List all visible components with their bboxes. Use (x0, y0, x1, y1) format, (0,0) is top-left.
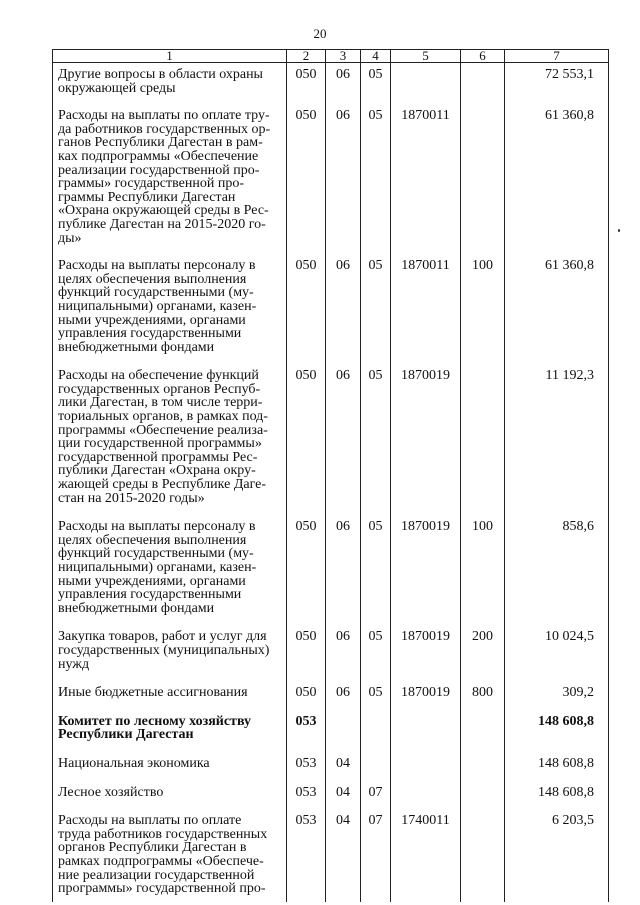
code-cell-c6 (461, 251, 505, 360)
cell-value: 800 (472, 685, 493, 701)
description-line: Республики Дагестан (58, 727, 194, 743)
cell-value (465, 360, 500, 375)
cell-value: 07 (368, 784, 383, 800)
cell-value: 1870011 (401, 258, 450, 274)
code-cell-c5 (391, 706, 461, 748)
cell-value: 06 (336, 629, 350, 645)
description-line: Национальная экономика (58, 755, 210, 771)
description-line: публике Дагестан на 2015-2020 го- (58, 216, 266, 232)
table-row (53, 511, 609, 621)
cell-value (395, 706, 456, 721)
code-cell-c6 (461, 777, 505, 806)
amount-cell (505, 777, 609, 806)
cell-value: 04 (336, 784, 350, 800)
cell-value: 1870019 (401, 629, 450, 645)
description-line: ниципальными) органами, казен- (58, 560, 257, 575)
cell-value: 100 (472, 258, 493, 274)
cell-value: 05 (368, 629, 383, 645)
cell-value: 04 (336, 813, 350, 829)
amount-cell (505, 63, 609, 102)
cell-value: 06 (336, 519, 350, 535)
description-line: ниципальными) органами, казен- (58, 298, 257, 314)
code-cell-c2 (287, 777, 326, 806)
code-cell-c4 (361, 748, 391, 777)
col-header-6: 6 (461, 50, 505, 63)
cell-value: 148 608,8 (538, 755, 594, 771)
col-header-5: 5 (391, 50, 461, 63)
description-line: ными учреждениями, органами (58, 573, 246, 589)
row-description (53, 777, 287, 806)
description-line: нужд (58, 656, 90, 672)
description-line: публики Дагестан «Охрана окру- (58, 463, 256, 479)
description-line: программы» государственной про- (58, 881, 266, 897)
amount-cell (505, 101, 609, 251)
description-line: функций государственными (му- (58, 285, 254, 301)
description-line: граммы Республики Дагестан (58, 189, 236, 205)
code-cell-c6 (461, 677, 505, 706)
amount-cell (505, 706, 609, 748)
table-row (53, 360, 609, 511)
description-line: целях обеспечения выполнения (58, 271, 247, 287)
description-line: функций государственными (му- (58, 546, 254, 562)
code-cell-c5 (391, 101, 461, 251)
description-line: лики Дагестан, в том числе терри- (58, 395, 263, 411)
code-cell-c5 (391, 677, 461, 706)
cell-value: 61 360,8 (545, 258, 594, 274)
cell-value: 100 (472, 519, 493, 535)
cell-value: 05 (368, 108, 383, 124)
cell-value (395, 63, 456, 74)
description-line: ды» (58, 230, 82, 246)
amount-cell (505, 360, 609, 511)
row-description (53, 511, 287, 621)
cell-value (465, 748, 500, 763)
amount-cell (505, 805, 609, 902)
table-row (53, 777, 609, 806)
table-row (53, 706, 609, 748)
table-body (53, 63, 609, 902)
row-description (53, 805, 287, 902)
cell-value: 72 553,1 (545, 67, 594, 82)
header-row (53, 50, 609, 63)
code-cell-c4 (361, 621, 391, 677)
cell-value (465, 101, 500, 115)
cell-value: 1870019 (401, 368, 450, 384)
cell-value: 148 608,8 (538, 713, 594, 729)
row-description (53, 360, 287, 511)
description-line: стан на 2015-2020 годы» (58, 490, 205, 506)
code-cell-c6 (461, 805, 505, 902)
code-cell-c2 (287, 101, 326, 251)
code-cell-c3 (326, 677, 361, 706)
code-cell-c4 (361, 677, 391, 706)
cell-value: 050 (295, 67, 317, 82)
cell-value: 6 203,5 (552, 813, 594, 829)
row-description (53, 677, 287, 706)
cell-value: 06 (336, 67, 350, 82)
description-line: граммы» государственной про- (58, 176, 245, 192)
amount-cell (505, 677, 609, 706)
cell-value: 11 192,3 (545, 368, 594, 384)
description-line: «Охрана окружающей среды в Рес- (58, 203, 269, 219)
cell-value: 07 (368, 813, 383, 829)
cell-value: 053 (295, 784, 317, 800)
budget-table (52, 49, 609, 902)
description-line: Другие вопросы в области охраны (58, 67, 263, 82)
description-line: органов Республики Дагестан в (58, 840, 247, 856)
description-line: ние реализации государственной (58, 867, 255, 883)
amount-cell (505, 621, 609, 677)
cell-value (465, 805, 500, 820)
description-line: окружающей среды (58, 80, 176, 96)
code-cell-c5 (391, 748, 461, 777)
table-header (53, 50, 609, 63)
description-line: программы «Обеспечение реализа- (58, 422, 268, 438)
amount-cell (505, 511, 609, 621)
cell-value: 858,6 (562, 519, 594, 535)
description-line: ными учреждениями, органами (58, 312, 246, 328)
description-line: реализации государственной про- (58, 162, 260, 178)
code-cell-c4 (361, 360, 391, 511)
row-description (53, 63, 287, 102)
description-line: государственных органов Респуб- (58, 381, 261, 397)
cell-value: 050 (295, 258, 317, 274)
cell-value (465, 63, 500, 74)
cell-value: 309,2 (562, 685, 594, 701)
code-cell-c5 (391, 251, 461, 360)
page-number: 20 (313, 26, 327, 41)
cell-value: 05 (368, 368, 383, 384)
code-cell-c2 (287, 805, 326, 902)
cell-value: 04 (336, 755, 350, 771)
cell-value (365, 748, 386, 763)
description-line: государственной программы Рес- (58, 449, 258, 465)
description-line: ках подпрограммы «Обеспечение (58, 148, 259, 164)
cell-value (395, 748, 456, 763)
table-row (53, 748, 609, 777)
description-line: Иные бюджетные ассигнования (58, 685, 248, 701)
row-description (53, 251, 287, 360)
code-cell-c2 (287, 251, 326, 360)
code-cell-c5 (391, 777, 461, 806)
description-line: ториальных органов, в рамках под- (58, 409, 268, 425)
description-line: ганов Республики Дагестан в рам- (58, 135, 263, 151)
cell-value: 05 (368, 258, 383, 274)
col-header-3: 3 (326, 50, 361, 63)
code-cell-c5 (391, 511, 461, 621)
cell-value: 050 (295, 368, 317, 384)
code-cell-c5 (391, 805, 461, 902)
code-cell-c4 (361, 706, 391, 748)
cell-value: 050 (295, 519, 317, 535)
cell-value: 1870019 (401, 685, 450, 701)
table-row (53, 805, 609, 902)
description-line: рамках подпрограммы «Обеспече- (58, 853, 264, 869)
code-cell-c3 (326, 251, 361, 360)
code-cell-c6 (461, 621, 505, 677)
code-cell-c2 (287, 706, 326, 748)
table-row (53, 677, 609, 706)
cell-value: 06 (336, 108, 350, 124)
description-line: жающей среды в Республике Даге- (58, 477, 267, 493)
code-cell-c6 (461, 63, 505, 102)
cell-value: 61 360,8 (545, 108, 594, 124)
description-line: да работников государственных ор- (58, 121, 271, 137)
col-header-4: 4 (361, 50, 391, 63)
cell-value: 053 (295, 813, 317, 829)
cell-value (465, 706, 500, 721)
description-line: целях обеспечения выполнения (58, 532, 247, 548)
cell-value: 1870019 (401, 519, 450, 535)
cell-value: 06 (336, 685, 350, 701)
code-cell-c3 (326, 63, 361, 102)
code-cell-c4 (361, 63, 391, 102)
description-line: управления государственными (58, 587, 242, 603)
code-cell-c3 (326, 101, 361, 251)
code-cell-c2 (287, 621, 326, 677)
cell-value: 06 (336, 368, 350, 384)
code-cell-c6 (461, 101, 505, 251)
cell-value: 050 (295, 108, 317, 124)
code-cell-c5 (391, 621, 461, 677)
code-cell-c2 (287, 677, 326, 706)
cell-value: 053 (295, 713, 317, 729)
cell-value: 200 (472, 629, 493, 645)
description-line: ции государственной программы» (58, 436, 262, 452)
cell-value: 050 (295, 685, 317, 701)
code-cell-c5 (391, 63, 461, 102)
code-cell-c6 (461, 706, 505, 748)
cell-value: 10 024,5 (545, 629, 594, 645)
row-description (53, 706, 287, 748)
code-cell-c4 (361, 777, 391, 806)
code-cell-c3 (326, 706, 361, 748)
code-cell-c2 (287, 63, 326, 102)
code-cell-c5 (391, 360, 461, 511)
table-row (53, 101, 609, 251)
scan-mark (618, 229, 620, 232)
code-cell-c3 (326, 805, 361, 902)
code-cell-c3 (326, 748, 361, 777)
cell-value (330, 706, 356, 721)
row-description (53, 748, 287, 777)
row-description (53, 621, 287, 677)
description-line: Расходы на выплаты персоналу в (58, 519, 256, 535)
code-cell-c2 (287, 511, 326, 621)
col-header-7: 7 (505, 50, 609, 63)
code-cell-c4 (361, 251, 391, 360)
cell-value: 148 608,8 (538, 784, 594, 800)
col-header-1: 1 (53, 50, 287, 63)
description-line: Расходы на выплаты по оплате (58, 813, 242, 829)
cell-value: 05 (368, 67, 383, 82)
code-cell-c4 (361, 511, 391, 621)
row-description (53, 101, 287, 251)
code-cell-c4 (361, 805, 391, 902)
code-cell-c2 (287, 360, 326, 511)
description-line: внебюджетными фондами (58, 600, 215, 616)
cell-value (365, 706, 386, 721)
code-cell-c3 (326, 511, 361, 621)
description-line: внебюджетными фондами (58, 339, 215, 355)
cell-value (395, 777, 456, 792)
cell-value: 1870011 (401, 108, 450, 124)
code-cell-c6 (461, 511, 505, 621)
cell-value: 1740011 (401, 813, 450, 829)
cell-value: 05 (368, 519, 383, 535)
table-row (53, 63, 609, 102)
description-line: Лесное хозяйство (58, 784, 164, 800)
code-cell-c2 (287, 748, 326, 777)
description-line: Комитет по лесному хозяйству (58, 713, 252, 729)
cell-value: 053 (295, 755, 317, 771)
description-line: Расходы на обеспечение функций (58, 368, 259, 384)
code-cell-c6 (461, 748, 505, 777)
cell-value: 06 (336, 258, 350, 274)
table-row (53, 621, 609, 677)
table-row (53, 251, 609, 360)
amount-cell (505, 748, 609, 777)
cell-value: 05 (368, 685, 383, 701)
cell-value: 050 (295, 629, 317, 645)
description-line: Расходы на выплаты по оплате тру- (58, 108, 270, 124)
code-cell-c6 (461, 360, 505, 511)
description-line: Расходы на выплаты персоналу в (58, 258, 256, 274)
code-cell-c3 (326, 777, 361, 806)
cell-value (465, 777, 500, 792)
description-line: Закупка товаров, работ и услуг для (58, 629, 267, 645)
description-line: государственных (муниципальных) (58, 642, 270, 658)
code-cell-c4 (361, 101, 391, 251)
description-line: управления государственными (58, 326, 242, 342)
amount-cell (505, 251, 609, 360)
code-cell-c3 (326, 621, 361, 677)
col-header-2: 2 (287, 50, 326, 63)
description-line: труда работников государственных (58, 826, 268, 842)
code-cell-c3 (326, 360, 361, 511)
